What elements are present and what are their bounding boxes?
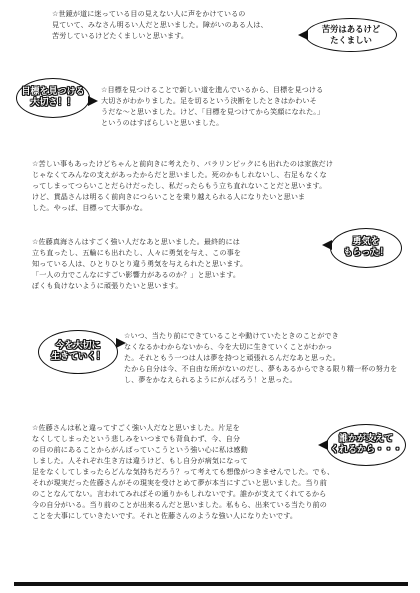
bubble-tail	[322, 240, 332, 250]
paragraph-1: ☆世鏡が道に迷っている目の見えない人に声をかけているの 見ていて、みなさん明るい人だと思いました。障がいのある人は、 苦労しているけどたくましいと思います。	[52, 9, 268, 40]
bottom-divider	[14, 582, 408, 586]
speech-bubble-goal	[16, 78, 90, 118]
paragraph-6: ☆佐藤さんは私と違ってすごく強い人だなと思いました。片足を なくしてしまったという悲しみをいつまでも背負わず、今、自分 の目の前にあることからがんばっていこうという強い心に私は感動 しました。人それぞれ生き方は違うけど、もし自分が病気になって 足をなくしてしまったらどんな気持ちだろう？って考えても想像がつきませんでした。でも、 それが現実だった佐藤さんがその現実を受けとめて夢が本当にすごいと思いました。当り前 のことなんてない。言われてみればその通りかもしれないです。誰かが支えてくれてるから 今の自分がいる。当り前のことが出来るんだと思いました。私もら、出来ている当たり前の ことを大事にしていきたいです。それと佐藤さんのような強い人になりたいです。	[32, 423, 335, 520]
speech-bubble-support	[326, 424, 406, 466]
paragraph-5: ☆いつ、当たり前にできていることや動けていたときのことができ なくなるかわからないから、今を大切に生きていくことがわかっ た。それともう一つは人は夢を持つと頑張れるんだなあと思った。 たから自分は今、不自由な所がないのだし、夢もあるからできる限り精一杯の努力を し、夢をかなえられるようにがんばろう！と思った。	[124, 331, 398, 384]
bubble-label: 目標を見つける 大切さ！！	[21, 87, 85, 108]
speech-bubble-hardship	[305, 18, 397, 52]
speech-bubble-courage	[330, 228, 402, 268]
paragraph-4: ☆佐藤真海さんはすごく強い人だなあと思いました。最終的には 立ち直ったし、五輪にも出れたし、人々に勇気を与え、この事を 知っている人は、ひとりひとり違う勇気を与えられたと思います。 「一人の力でこんなにすごい影響力があるのか？」と思います。 ぼくも負けないように頑張りたいと思います。	[32, 237, 248, 290]
paragraph-2: ☆目標を見つけることで新しい道を進んでいるから、目標を見つける 大切さがわかりました。足を切るという決断をしたときはかわいそ うだな～と思いました。けど、「目標を見つけてから笑顔になれた。」 というのはすばらしいと思いました。	[101, 85, 325, 127]
bubble-label: 誰かが支えて くれるから・・・	[329, 434, 402, 455]
paragraph-3: ☆苦しい事もあったけどちゃんと前向きに考えたり、パラリンピックにも出れたのは家族だけ じゃなくてみんなの支えがあったからだと思いました。死のかもしれないし、右足もなくな ってしまってつらいことだらけだったし、私だったらもう立ち直れないことだと思います。 けど、貫晶さんは明るく前向きにつらいことを乗り越えられる人になりたいと思いま した。やっぱ、目標って大事かな。	[32, 159, 334, 212]
bubble-tail	[318, 440, 328, 450]
bubble-tail	[88, 96, 98, 106]
bubble-label: 苦労はあるけど たくましい	[321, 24, 381, 45]
bubble-tail	[298, 30, 308, 40]
bubble-label: 今を大切に 生きていく！	[50, 341, 105, 362]
speech-bubble-now	[38, 330, 118, 374]
bubble-label: 勇気を もらった！	[343, 237, 389, 258]
